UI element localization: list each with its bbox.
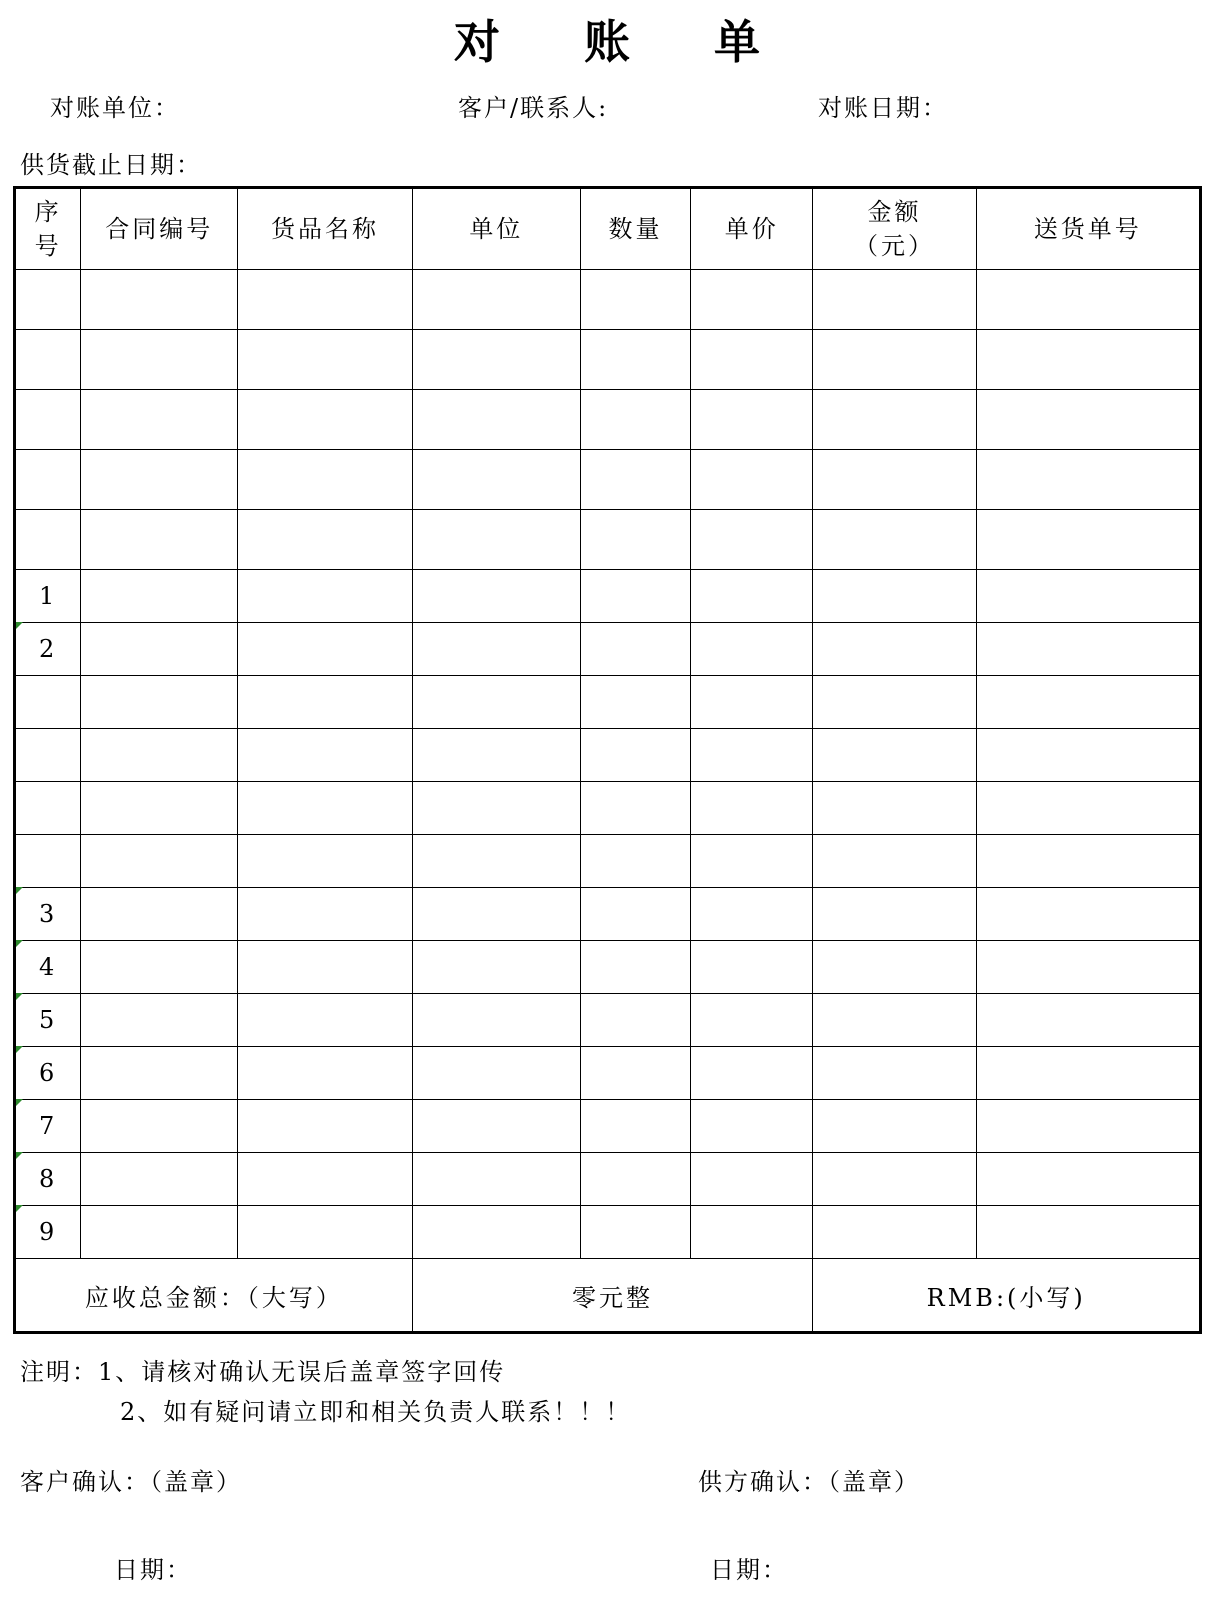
table-cell — [238, 570, 412, 623]
table-cell — [976, 390, 1200, 450]
table-cell — [813, 941, 976, 994]
table-cell — [412, 941, 580, 994]
table-cell — [813, 390, 976, 450]
table-cell — [580, 994, 690, 1047]
table-cell — [412, 570, 580, 623]
table-cell — [691, 330, 813, 390]
table-cell — [976, 1100, 1200, 1153]
table-cell — [15, 676, 81, 729]
table-cell — [813, 835, 976, 888]
table-cell — [238, 330, 412, 390]
table-cell — [976, 570, 1200, 623]
table-cell — [813, 1206, 976, 1259]
table-cell — [238, 729, 412, 782]
header-contract-no: 合同编号 — [81, 188, 238, 270]
table-cell — [976, 941, 1200, 994]
table-cell — [81, 941, 238, 994]
table-row — [15, 729, 1201, 782]
table-cell — [691, 835, 813, 888]
table-cell — [580, 270, 690, 330]
table-cell — [15, 270, 81, 330]
reconcile-date-label: 对账日期： — [818, 94, 948, 122]
table-cell — [813, 1100, 976, 1153]
table-cell — [580, 835, 690, 888]
row-number: 5 — [15, 994, 81, 1047]
table-cell — [580, 676, 690, 729]
row-number: 1 — [15, 570, 81, 623]
row-number: 6 — [15, 1047, 81, 1100]
table-cell — [580, 510, 690, 570]
table-cell — [691, 1206, 813, 1259]
total-amount-label: 应收总金额：（大写） — [15, 1259, 413, 1333]
table-row — [15, 623, 1201, 676]
table-cell — [238, 676, 412, 729]
table-cell — [238, 510, 412, 570]
table-cell — [238, 1206, 412, 1259]
table-cell — [691, 570, 813, 623]
table-cell — [691, 510, 813, 570]
table-cell — [580, 729, 690, 782]
table-row — [15, 450, 1201, 510]
total-row — [15, 1259, 1201, 1333]
table-cell — [238, 888, 412, 941]
table-row — [15, 941, 1201, 994]
table-cell — [691, 450, 813, 510]
table-cell — [412, 1047, 580, 1100]
table-cell — [691, 1100, 813, 1153]
table-cell — [580, 1047, 690, 1100]
row-number: 7 — [15, 1100, 81, 1153]
table-row — [15, 1153, 1201, 1206]
table-cell — [813, 270, 976, 330]
table-cell — [976, 270, 1200, 330]
row-number: 4 — [15, 941, 81, 994]
table-row — [15, 390, 1201, 450]
table-cell — [813, 994, 976, 1047]
table-row — [15, 994, 1201, 1047]
header-quantity: 数量 — [580, 188, 690, 270]
table-cell — [691, 270, 813, 330]
table-row — [15, 270, 1201, 330]
table-cell — [238, 941, 412, 994]
table-row — [15, 330, 1201, 390]
table-row — [15, 1206, 1201, 1259]
table-cell — [813, 676, 976, 729]
table-cell — [691, 941, 813, 994]
table-cell — [813, 1153, 976, 1206]
table-row — [15, 1047, 1201, 1100]
table-cell — [412, 450, 580, 510]
table-cell — [15, 729, 81, 782]
row-number: 2 — [15, 623, 81, 676]
table-row — [15, 570, 1201, 623]
table-cell — [412, 1206, 580, 1259]
table-cell — [81, 510, 238, 570]
row-number: 8 — [15, 1153, 81, 1206]
table-cell — [813, 623, 976, 676]
table-cell — [238, 450, 412, 510]
row-number: 3 — [15, 888, 81, 941]
table-cell — [976, 782, 1200, 835]
table-cell — [580, 390, 690, 450]
note-line-1: 注明：1、请核对确认无误后盖章签字回传 — [20, 1358, 506, 1386]
header-unit: 单位 — [412, 188, 580, 270]
table-cell — [580, 782, 690, 835]
note-line-2: 2、如有疑问请立即和相关负责人联系！！！ — [120, 1398, 632, 1426]
table-cell — [976, 623, 1200, 676]
table-cell — [813, 510, 976, 570]
table-cell — [81, 782, 238, 835]
table-cell — [691, 623, 813, 676]
table-cell — [15, 835, 81, 888]
table-cell — [81, 729, 238, 782]
table-cell — [238, 1153, 412, 1206]
table-cell — [238, 1047, 412, 1100]
table-cell — [580, 1206, 690, 1259]
table-cell — [81, 623, 238, 676]
table-cell — [81, 390, 238, 450]
total-amount-words: 零元整 — [412, 1259, 813, 1333]
table-cell — [813, 888, 976, 941]
table-row — [15, 835, 1201, 888]
table-cell — [813, 782, 976, 835]
table-cell — [412, 1153, 580, 1206]
table-cell — [580, 1153, 690, 1206]
document-title: 对 账 单 — [453, 15, 795, 69]
table-cell — [691, 994, 813, 1047]
table-cell — [81, 1100, 238, 1153]
table-cell — [412, 270, 580, 330]
table-cell — [412, 994, 580, 1047]
table-cell — [238, 994, 412, 1047]
table-cell — [412, 330, 580, 390]
supplier-date-label: 日期： — [710, 1556, 788, 1584]
table-row — [15, 676, 1201, 729]
table-cell — [81, 994, 238, 1047]
table-cell — [813, 1047, 976, 1100]
table-cell — [691, 888, 813, 941]
table-row — [15, 510, 1201, 570]
table-cell — [976, 888, 1200, 941]
table-cell — [580, 941, 690, 994]
header-delivery-no: 送货单号 — [976, 188, 1200, 270]
table-cell — [412, 888, 580, 941]
table-cell — [238, 835, 412, 888]
table-cell — [976, 729, 1200, 782]
header-unit-price: 单价 — [691, 188, 813, 270]
row-number: 9 — [15, 1206, 81, 1259]
table-cell — [976, 835, 1200, 888]
table-cell — [412, 623, 580, 676]
rmb-amount-label: RMB:(小写) — [813, 1259, 1201, 1333]
table-cell — [580, 450, 690, 510]
table-cell — [691, 1047, 813, 1100]
table-cell — [238, 390, 412, 450]
table-cell — [412, 390, 580, 450]
supplier-confirm-label: 供方确认：（盖章） — [698, 1468, 920, 1496]
table-cell — [813, 450, 976, 510]
table-cell — [15, 450, 81, 510]
table-cell — [81, 1153, 238, 1206]
table-cell — [976, 510, 1200, 570]
table-cell — [813, 330, 976, 390]
statement-table — [13, 186, 1202, 1334]
table-header-row — [15, 188, 1201, 270]
header-seq: 序 号 — [15, 188, 81, 270]
table-cell — [81, 888, 238, 941]
table-row — [15, 1100, 1201, 1153]
table-cell — [81, 835, 238, 888]
table-cell — [691, 782, 813, 835]
table-cell — [976, 450, 1200, 510]
supply-cutoff-date-label: 供货截止日期： — [20, 151, 202, 179]
table-cell — [813, 570, 976, 623]
table-cell — [238, 1100, 412, 1153]
table-cell — [976, 1047, 1200, 1100]
table-cell — [81, 330, 238, 390]
table-cell — [580, 330, 690, 390]
table-cell — [412, 835, 580, 888]
table-cell — [976, 994, 1200, 1047]
table-cell — [580, 623, 690, 676]
table-cell — [412, 510, 580, 570]
table-row — [15, 782, 1201, 835]
table-cell — [81, 450, 238, 510]
customer-confirm-label: 客户确认：（盖章） — [20, 1468, 242, 1496]
table-cell — [15, 782, 81, 835]
table-cell — [691, 390, 813, 450]
table-cell — [976, 676, 1200, 729]
table-cell — [81, 1047, 238, 1100]
table-cell — [238, 623, 412, 676]
header-product-name: 货品名称 — [238, 188, 412, 270]
table-cell — [691, 676, 813, 729]
contact-label: 客户/联系人: — [458, 94, 609, 122]
table-cell — [976, 330, 1200, 390]
table-cell — [238, 782, 412, 835]
header-amount: 金额 （元） — [813, 188, 976, 270]
table-cell — [15, 390, 81, 450]
table-cell — [81, 570, 238, 623]
table-cell — [580, 570, 690, 623]
table-cell — [580, 1100, 690, 1153]
table-cell — [81, 676, 238, 729]
table-cell — [412, 1100, 580, 1153]
table-cell — [81, 270, 238, 330]
table-cell — [691, 1153, 813, 1206]
table-cell — [813, 729, 976, 782]
table-cell — [412, 676, 580, 729]
table-cell — [580, 888, 690, 941]
table-cell — [15, 330, 81, 390]
reconcile-unit-label: 对账单位： — [50, 94, 180, 122]
table-cell — [691, 729, 813, 782]
table-cell — [412, 729, 580, 782]
table-cell — [412, 782, 580, 835]
table-cell — [238, 270, 412, 330]
table-cell — [976, 1153, 1200, 1206]
table-cell — [976, 1206, 1200, 1259]
table-cell — [81, 1206, 238, 1259]
customer-date-label: 日期： — [114, 1556, 192, 1584]
table-row — [15, 888, 1201, 941]
table-cell — [15, 510, 81, 570]
